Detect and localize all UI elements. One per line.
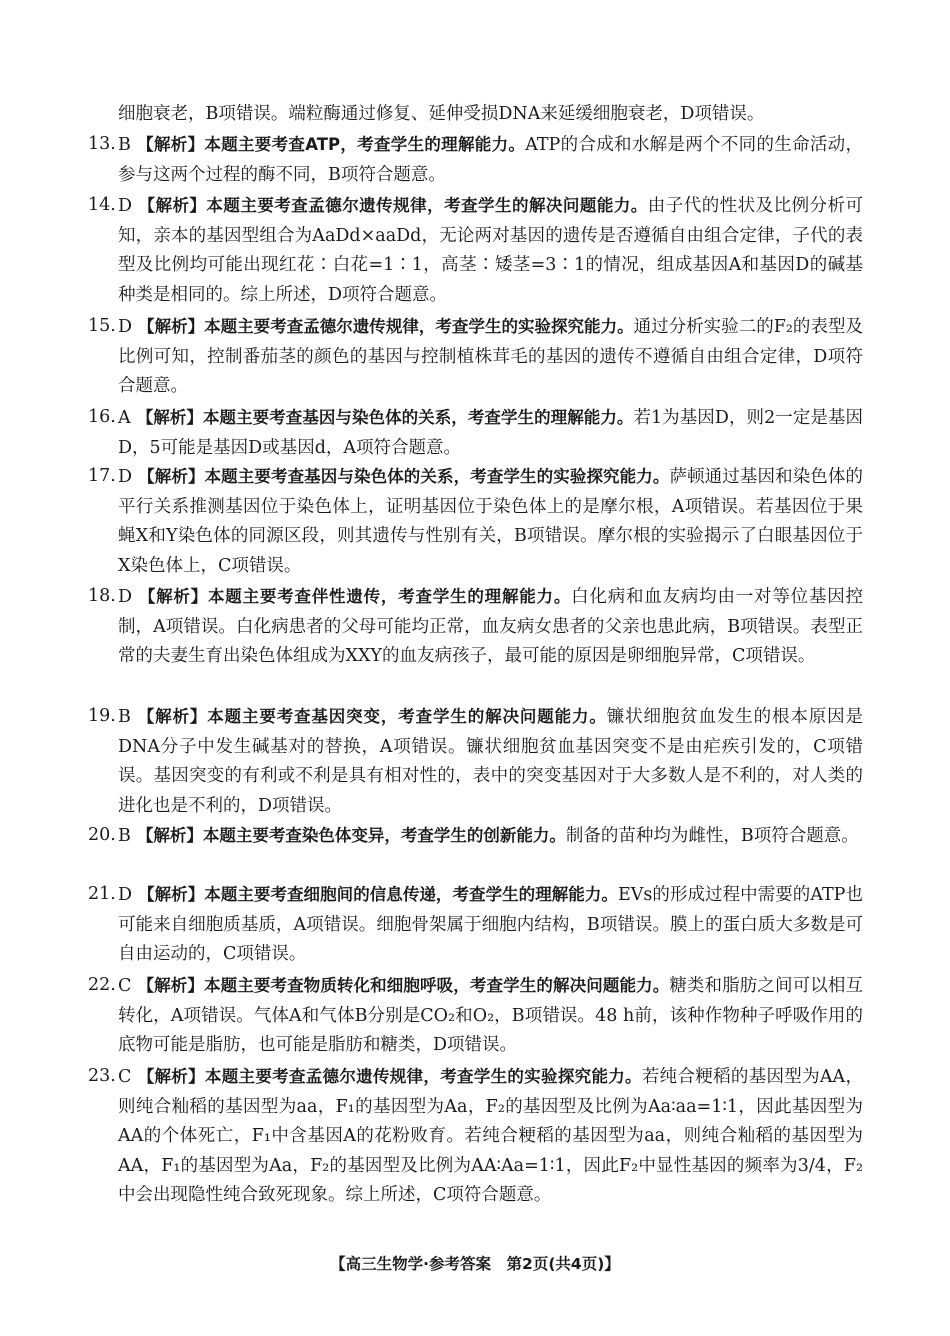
analysis-tag: 【解析】本题主要考查基因与染色体的关系，考查学生的实验探究能力。 (138, 467, 670, 486)
item-number: 23. (88, 1066, 116, 1086)
analysis-tag: 【解析】本题主要考查细胞间的信息传递，考查学生的理解能力。 (138, 885, 618, 904)
analysis-tag: 【解析】本题主要考查ATP，考查学生的理解能力。 (136, 135, 526, 154)
analysis-tag: 【解析】本题主要考查孟德尔遗传规律，考查学生的实验探究能力。 (137, 1067, 642, 1086)
answer-item-13 (88, 130, 863, 190)
analysis-text: EVs的形成过程中需要的ATP也可能来自细胞质基质，A项错误。细胞骨架属于细胞内结构，B项错误。膜上的蛋白质大多数是可自由运动的，C项错误。 (118, 885, 863, 965)
item-number: 18. (88, 586, 116, 606)
answer-letter: C (118, 1067, 132, 1087)
item-number: 15. (88, 316, 116, 336)
item-number: 19. (88, 706, 116, 726)
answer-letter: D (118, 885, 133, 905)
answer-letter: D (118, 587, 133, 607)
answer-item-23 (88, 1062, 863, 1211)
answer-item-14 (88, 191, 863, 310)
analysis-text: 通过分析实验二的F₂的表型及比例可知，控制番茄茎的颜色的基因与控制植株茸毛的基因的遗传不遵循自由组合定律，D项符合题意。 (118, 317, 863, 397)
analysis-text: 糖类和脂肪之间可以相互转化，A项错误。气体A和气体B分别是CO₂和O₂，B项错误。48 h前，该种作物种子呼吸作用的底物可能是脂肪，也可能是脂肪和糖类，D项错误。 (118, 976, 863, 1056)
answer-item-19 (88, 702, 863, 821)
continuation-text: 细胞衰老，B项错误。端粒酶通过修复、延伸受损DNA来延缓细胞衰老，D项错误。 (118, 104, 765, 124)
analysis-tag: 【解析】本题主要考查物质转化和细胞呼吸，考查学生的解决问题能力。 (137, 976, 670, 995)
answer-letter: D (118, 317, 133, 337)
analysis-tag: 【解析】本题主要考查孟德尔遗传规律，考查学生的解决问题能力。 (138, 196, 648, 215)
answer-letter: B (118, 826, 131, 846)
analysis-text: 镰状细胞贫血发生的根本原因是DNA分子中发生碱基对的替换，A项错误。镰状细胞贫血基因突变不是由疟疾引发的，C项错误。基因突变的有利或不利是具有相对性的，表中的突变基因对于大多数人是不利的，对人类的进化也是不利的，D项错误。 (118, 707, 864, 816)
answer-item-21 (88, 880, 863, 970)
answer-item-16 (88, 403, 863, 463)
answer-item-15 (88, 312, 863, 402)
analysis-text: 若纯合粳稻的基因型为AA，则纯合籼稻的基因型为aa，F₁的基因型为Aa，F₂的基因型及比例为Aa∶aa=1∶1，因此基因型为AA的个体死亡，F₁中含基因A的花粉败育。若纯合粳稻的基因型为aa，则纯合籼稻的基因型为AA，F₁的基因型为Aa，F₂的基因型及比例为AA∶Aa=1∶1，因此F₂中显性基因的频率为3/4，F₂中会出现隐性纯合致死现象。综上所述，C项符合题意。 (118, 1067, 863, 1206)
analysis-text: 白化病和血友病均由一对等位基因控制，A项错误。白化病患者的父母可能均正常，血友病女患者的父亲也患此病，B项错误。表型正常的夫妻生育出染色体组成为XXY的血友病孩子，最可能的原因是卵细胞异常，C项错误。 (118, 587, 864, 667)
analysis-tag: 【解析】本题主要考查孟德尔遗传规律，考查学生的实验探究能力。 (138, 317, 634, 336)
item-number: 13. (88, 134, 116, 154)
answer-item-22 (88, 971, 863, 1061)
answer-item-17 (88, 462, 863, 581)
analysis-text: 制备的苗种均为雌性，B项符合题意。 (565, 826, 859, 846)
page-footer: 【高三生物学·参考答案 第2页(共4页)】 (330, 1255, 620, 1273)
item-number: 17. (88, 466, 116, 486)
answer-letter: B (118, 135, 131, 155)
answer-letter: C (118, 976, 132, 996)
answer-letter: D (118, 467, 133, 487)
analysis-tag: 【解析】本题主要考查染色体变异，考查学生的创新能力。 (136, 826, 566, 845)
item-number: 14. (88, 195, 116, 215)
answer-letter: A (118, 408, 131, 428)
analysis-tag: 【解析】本题主要考查伴性遗传，考查学生的理解能力。 (138, 587, 572, 606)
answer-item-18 (88, 582, 863, 672)
analysis-tag: 【解析】本题主要考查基因突变，考查学生的解决问题能力。 (136, 707, 607, 726)
analysis-tag: 【解析】本题主要考查基因与染色体的关系，考查学生的理解能力。 (136, 408, 634, 427)
analysis-text: 萨顿通过基因和染色体的平行关系推测基因位于染色体上，证明基因位于染色体上的是摩尔根，A项错误。若基因位于果蝇X和Y染色体的同源区段，则其遗传与性别有关，B项错误。摩尔根的实验揭示了白眼基因位于X染色体上，C项错误。 (118, 467, 864, 576)
analysis-text: 若1为基因D，则2一定是基因D，5可能是基因D或基因d，A项符合题意。 (118, 408, 863, 458)
item-number: 22. (88, 975, 116, 995)
item-number: 21. (88, 884, 116, 904)
answer-letter: B (118, 707, 131, 727)
answer-letter: D (118, 196, 133, 216)
item-number: 20. (88, 825, 116, 845)
analysis-text: ATP的合成和水解是两个不同的生命活动，参与这两个过程的酶不同，B项符合题意。 (118, 135, 863, 185)
item-number: 16. (88, 407, 116, 427)
analysis-text: 由子代的性状及比例分析可知，亲本的基因型组合为AaDd×aaDd，无论两对基因的遗传是否遵循自由组合定律，子代的表型及比例均可能出现红花∶白花=1∶1，高茎∶矮茎=3∶1的情况，组成基因A和基因D的碱基种类是相同的。综上所述，D项符合题意。 (118, 196, 864, 305)
answer-item-20 (88, 821, 863, 852)
